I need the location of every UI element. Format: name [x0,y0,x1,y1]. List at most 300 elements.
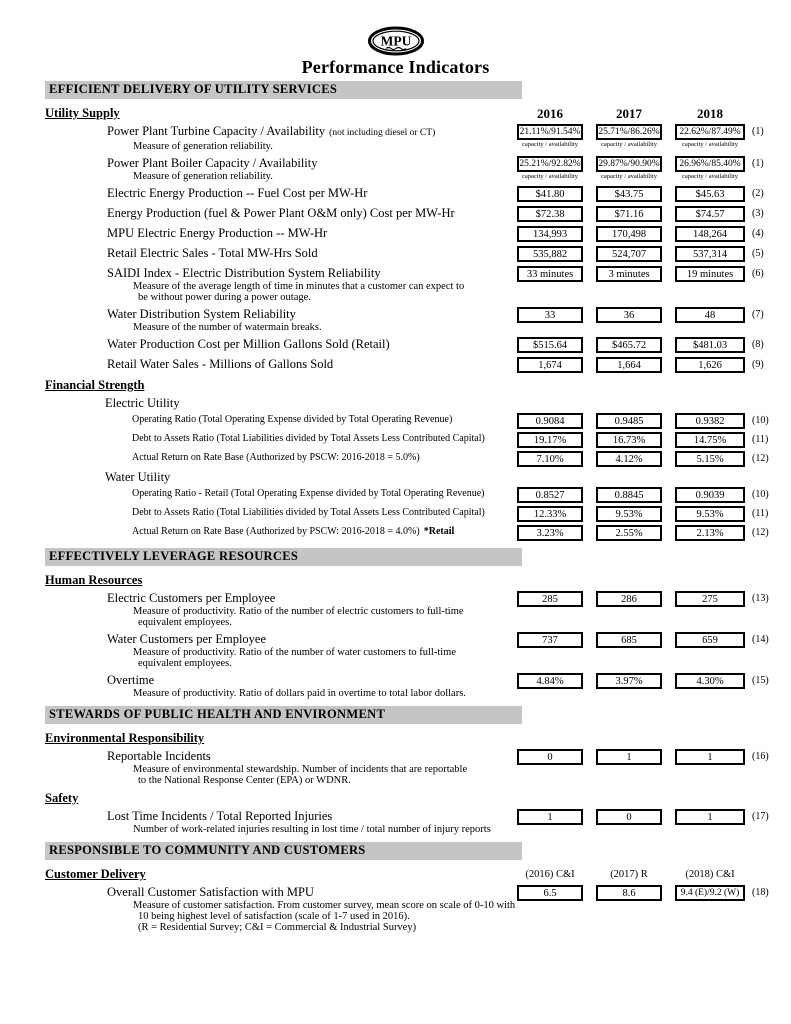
value-column [596,749,662,765]
group-heading-row [45,573,787,588]
value-column [596,226,662,242]
value-columns [517,525,745,541]
indicator-label [45,186,513,201]
indicator-label [45,206,513,221]
indicator-label-text: Lost Time Incidents / Total Reported Injuries [107,809,333,823]
value-column [675,156,745,181]
value-box: 537,314 [675,246,745,262]
column-headers [517,868,745,882]
value-box: 3.23% [517,525,583,541]
indicator-row [45,809,787,835]
footnote-ref: (5) [752,248,764,259]
value-column [675,266,745,282]
indicator-label-text: Water Customers per Employee [107,632,267,646]
value-column [596,156,662,181]
value-box: $465.72 [596,337,662,353]
indicator-label-text: Debt to Assets Ratio (Total Liabilities divided by Total Assets Less Contributed Capital) [132,507,485,518]
value-box: 1,664 [596,357,662,373]
indicator-row [45,591,787,628]
value-box: 9.53% [675,506,745,522]
indicator-label-text: Overtime [107,673,155,687]
indicator-label-area [45,525,517,539]
footnote-ref: (18) [752,887,769,898]
value-column [517,246,583,262]
value-column [675,451,745,467]
value-columns [517,432,745,448]
value-caption: capacity / availability [601,173,657,180]
year-column-header: 2016 [537,106,563,121]
value-box: 0.9382 [675,413,745,429]
value-caption: capacity / availability [601,141,657,148]
indicator-description: Measure of productivity. Ratio of the number of electric customers to full-time [133,606,464,617]
indicator-label [45,885,513,900]
value-column [596,809,662,825]
value-box: 1,626 [675,357,745,373]
group [45,573,787,699]
indicator-label-text: Power Plant Boiler Capacity / Availability [107,156,318,170]
value-column [675,591,745,607]
value-caption: capacity / availability [522,173,578,180]
indicator-label-text: Retail Water Sales - Millions of Gallons Sold [107,357,334,371]
value-box: 16.73% [596,432,662,448]
value-box: 0 [517,749,583,765]
value-box: 685 [596,632,662,648]
value-box: 0.9084 [517,413,583,429]
indicator-label-area [45,451,517,465]
indicator-description: 10 being highest level of satisfaction (scale of 1-7 used in 2016). [138,911,410,922]
value-box: 26.96%/85.40% [675,156,745,172]
indicator-label-text: Energy Production (fuel & Power Plant O&M only) Cost per MW-Hr [107,206,455,220]
footnote-ref: (13) [752,593,769,604]
indicator-label-area [45,156,517,182]
value-box: 12.33% [517,506,583,522]
value-box: 1 [596,749,662,765]
value-column [517,307,583,323]
value-column [596,186,662,202]
value-column [596,266,662,282]
value-box: 535,882 [517,246,583,262]
value-columns [517,673,745,689]
indicator-label [45,591,513,606]
value-column [596,632,662,648]
value-box: 0.9039 [675,487,745,503]
indicator-description: Measure of the number of watermain breaks. [133,322,322,333]
indicator-label-area [45,673,517,699]
indicator-label-area [45,266,517,303]
indicator-description: to the National Response Center (EPA) or WDNR. [138,775,351,786]
section-header-bar: RESPONSIBLE TO COMMUNITY AND CUSTOMERS [45,842,522,860]
group-heading: Customer Delivery [45,867,146,881]
indicator-description: Measure of generation reliability. [133,171,273,182]
column-headers [517,106,745,121]
group [45,731,787,786]
indicator-label-area [45,337,517,352]
value-column [517,632,583,648]
value-columns [517,749,745,765]
value-box: $45.63 [675,186,745,202]
footnote-ref: (11) [752,434,769,445]
footnote-ref: (3) [752,208,764,219]
value-box: $74.57 [675,206,745,222]
indicator-label-area [45,307,517,333]
indicator-row [45,487,787,503]
value-box: 2.13% [675,525,745,541]
indicator-description: Measure of productivity. Ratio of dollars paid in overtime to total labor dollars. [133,688,466,699]
value-columns [517,156,745,181]
footnote-ref: (2) [752,188,764,199]
value-box: 0.8845 [596,487,662,503]
group-heading: Environmental Responsibility [45,731,205,745]
value-columns [517,885,745,901]
footnote-ref: (4) [752,228,764,239]
value-column [596,307,662,323]
value-box: $515.64 [517,337,583,353]
indicator-label-area [45,885,517,933]
indicator-label [45,749,513,764]
value-column [596,124,662,149]
value-box: 0 [596,809,662,825]
group-heading-row [45,731,787,746]
value-box: 8.6 [596,885,662,901]
value-box: 524,707 [596,246,662,262]
value-column [675,307,745,323]
value-box: 1 [675,809,745,825]
value-box: 19 minutes [675,266,745,282]
value-box: 286 [596,591,662,607]
value-column [596,885,662,901]
indicator-label [45,124,513,141]
value-box: 9.53% [596,506,662,522]
value-column [517,673,583,689]
value-column [517,186,583,202]
indicator-label-text: Water Distribution System Reliability [107,307,296,321]
indicator-label-text: Water Production Cost per Million Gallons Sold (Retail) [107,337,390,351]
value-columns [517,357,745,373]
footnote-ref: (7) [752,309,764,320]
value-columns [517,413,745,429]
value-column [675,506,745,522]
indicator-label [45,506,513,520]
value-box: 1 [675,749,745,765]
indicator-label-area [45,357,517,372]
value-box: 659 [675,632,745,648]
value-column [517,432,583,448]
indicator-label-text: Electric Energy Production -- Fuel Cost per MW-Hr [107,186,368,200]
value-column [675,226,745,242]
value-column [675,487,745,503]
value-box: 33 [517,307,583,323]
value-column [517,487,583,503]
value-column [517,266,583,282]
indicator-label-area [45,226,517,241]
value-box: 170,498 [596,226,662,242]
footnote-ref: (11) [752,508,769,519]
value-box: 5.15% [675,451,745,467]
value-column [675,673,745,689]
value-column [675,124,745,149]
value-column [517,226,583,242]
group-heading-row [45,106,787,121]
value-column [517,206,583,222]
section [45,706,787,835]
group-heading: Human Resources [45,573,143,587]
indicator-label-area [45,124,517,152]
value-column [517,525,583,541]
indicator-label-area [45,432,517,446]
value-columns [517,206,745,222]
mpu-logo-text: MPU [380,33,411,49]
value-box: $72.38 [517,206,583,222]
value-columns [517,337,745,353]
year-column-header: (2017) R [610,869,648,880]
footnote-ref: (17) [752,811,769,822]
indicator-label-area [45,809,517,835]
indicator-label-area [45,413,517,427]
value-box: 25.21%/92.82% [517,156,583,172]
value-column [596,432,662,448]
value-column [675,206,745,222]
indicator-label [45,451,513,465]
footnote-ref: (15) [752,675,769,686]
footnote-ref: (6) [752,268,764,279]
value-column [596,357,662,373]
value-box: 134,993 [517,226,583,242]
indicator-label [45,337,513,352]
document-header [0,0,791,78]
value-box: 275 [675,591,745,607]
value-column [675,413,745,429]
indicator-row [45,632,787,669]
indicator-label-text: Actual Return on Rate Base (Authorized by PSCW: 2016-2018 = 4.0%) [132,526,420,537]
value-column [517,413,583,429]
indicator-row [45,749,787,786]
value-column [675,525,745,541]
value-columns [517,809,745,825]
value-box: 285 [517,591,583,607]
value-box: 6.5 [517,885,583,901]
section [45,81,787,541]
value-box: 33 minutes [517,266,583,282]
indicator-row [45,525,787,541]
value-box: 0.8527 [517,487,583,503]
indicator-row [45,186,787,202]
value-box: 25.71%/86.26% [596,124,662,140]
page-title: Performance Indicators [301,57,490,77]
indicator-label [45,413,513,427]
indicator-label [45,673,513,688]
indicator-row [45,451,787,467]
value-column [675,246,745,262]
value-box: 4.84% [517,673,583,689]
value-column [517,749,583,765]
value-caption: capacity / availability [682,173,738,180]
value-box: 21.11%/91.54% [517,124,583,140]
indicator-description: Measure of environmental stewardship. Number of incidents that are reportable [133,764,468,775]
value-box: $43.75 [596,186,662,202]
indicator-row [45,124,787,152]
footnote-ref: (9) [752,359,764,370]
indicator-row [45,885,787,933]
value-box: 1 [517,809,583,825]
value-column [675,749,745,765]
value-column [517,885,583,901]
indicator-label [45,307,513,322]
indicator-row [45,413,787,429]
indicator-label-area [45,246,517,261]
indicator-description: equivalent employees. [138,658,232,669]
section-header-bar: EFFECTIVELY LEVERAGE RESOURCES [45,548,522,566]
indicator-row [45,206,787,222]
value-box: 148,264 [675,226,745,242]
value-box: 48 [675,307,745,323]
value-box: 3.97% [596,673,662,689]
mpu-logo [367,26,425,56]
footnote-ref: (10) [752,489,769,500]
indicator-label-text: Operating Ratio - Retail (Total Operating Expense divided by Total Operating Revenue) [132,488,485,499]
indicator-row [45,337,787,353]
value-column [675,432,745,448]
indicator-description: Measure of customer satisfaction. From customer survey, mean score on scale of 0-10 with [133,900,516,911]
utility-subheading: Electric Utility [105,396,180,410]
indicator-row [45,357,787,373]
group-heading-row [45,378,787,393]
year-column-header: (2018) C&I [685,869,735,880]
footnote-ref: (14) [752,634,769,645]
footnote-ref: (16) [752,751,769,762]
value-column [596,673,662,689]
value-column [517,591,583,607]
indicator-label-text: MPU Electric Energy Production -- MW-Hr [107,226,328,240]
value-column [517,506,583,522]
value-column [517,337,583,353]
indicator-label-text: Overall Customer Satisfaction with MPU [107,885,314,899]
value-box: 9.4 (E)/9.2 (W) [675,885,745,901]
value-column [675,885,745,901]
footnote-ref: (1) [752,158,764,169]
indicator-label-text: Retail Electric Sales - Total MW-Hrs Sold [107,246,318,260]
value-box: 4.30% [675,673,745,689]
value-column [675,809,745,825]
footnote-ref: (10) [752,415,769,426]
value-column [675,337,745,353]
value-box: $71.16 [596,206,662,222]
indicator-label-area [45,186,517,201]
group [45,378,787,541]
group-heading: Financial Strength [45,378,145,392]
value-column [596,206,662,222]
value-column [517,124,583,149]
indicator-label [45,432,513,446]
value-columns [517,632,745,648]
indicator-row [45,432,787,448]
indicator-label-text: Actual Return on Rate Base (Authorized by PSCW: 2016-2018 = 5.0%) [132,452,420,463]
value-column [517,809,583,825]
value-box: 2.55% [596,525,662,541]
indicator-label [45,487,513,501]
value-column [675,357,745,373]
indicator-label-bold-note: *Retail [423,526,455,537]
indicator-label-area [45,591,517,628]
indicator-label [45,156,513,171]
indicator-row [45,246,787,262]
value-columns [517,124,745,149]
indicator-row [45,673,787,699]
value-column [596,337,662,353]
indicator-label-text: Reportable Incidents [107,749,211,763]
value-column [596,525,662,541]
value-box: 7.10% [517,451,583,467]
group [45,791,787,835]
indicator-description: Measure of generation reliability. [133,141,273,152]
section [45,842,787,933]
footnote-ref: (1) [752,126,764,137]
indicator-label-text: Power Plant Turbine Capacity / Availability [107,124,326,138]
group [45,106,787,373]
indicators-content [45,81,787,933]
value-box: 29.87%/90.90% [596,156,662,172]
utility-subheading: Water Utility [105,470,171,484]
group-heading-row [45,791,787,806]
indicator-label [45,809,513,824]
indicator-description: Number of work-related injuries resulting in lost time / total number of injury reports [133,824,491,835]
indicator-label-area [45,487,517,501]
indicator-description: be without power during a power outage. [138,292,311,303]
group-heading: Safety [45,791,79,805]
indicator-label-area [45,749,517,786]
value-box: 0.9485 [596,413,662,429]
year-column-header: 2018 [697,106,723,121]
value-column [596,413,662,429]
indicator-description: equivalent employees. [138,617,232,628]
indicator-label [45,525,513,539]
value-box: 1,674 [517,357,583,373]
value-column [675,632,745,648]
value-columns [517,307,745,323]
value-box: 22.62%/87.49% [675,124,745,140]
indicator-label-area [45,632,517,669]
indicator-label-text: Electric Customers per Employee [107,591,276,605]
value-column [517,156,583,181]
footnote-ref: (12) [752,453,769,464]
value-box: $481.03 [675,337,745,353]
value-columns [517,266,745,282]
value-box: 36 [596,307,662,323]
group-heading: Utility Supply [45,106,120,120]
indicator-label-text: Debt to Assets Ratio (Total Liabilities divided by Total Assets Less Contributed Capital) [132,433,485,444]
indicator-row [45,156,787,182]
value-columns [517,487,745,503]
value-columns [517,506,745,522]
value-columns [517,451,745,467]
value-box: 737 [517,632,583,648]
indicator-description: Measure of productivity. Ratio of the number of water customers to full-time [133,647,456,658]
indicator-description: Measure of the average length of time in minutes that a customer can expect to [133,281,465,292]
value-column [517,357,583,373]
value-columns [517,591,745,607]
value-column [675,186,745,202]
indicator-label [45,266,513,281]
footnote-ref: (8) [752,339,764,350]
value-column [596,506,662,522]
value-caption: capacity / availability [682,141,738,148]
year-column-header: (2016) C&I [525,869,575,880]
value-box: 19.17% [517,432,583,448]
indicator-label-area [45,506,517,520]
indicator-label [45,632,513,647]
value-columns [517,186,745,202]
value-caption: capacity / availability [522,141,578,148]
footnote-ref: (12) [752,527,769,538]
